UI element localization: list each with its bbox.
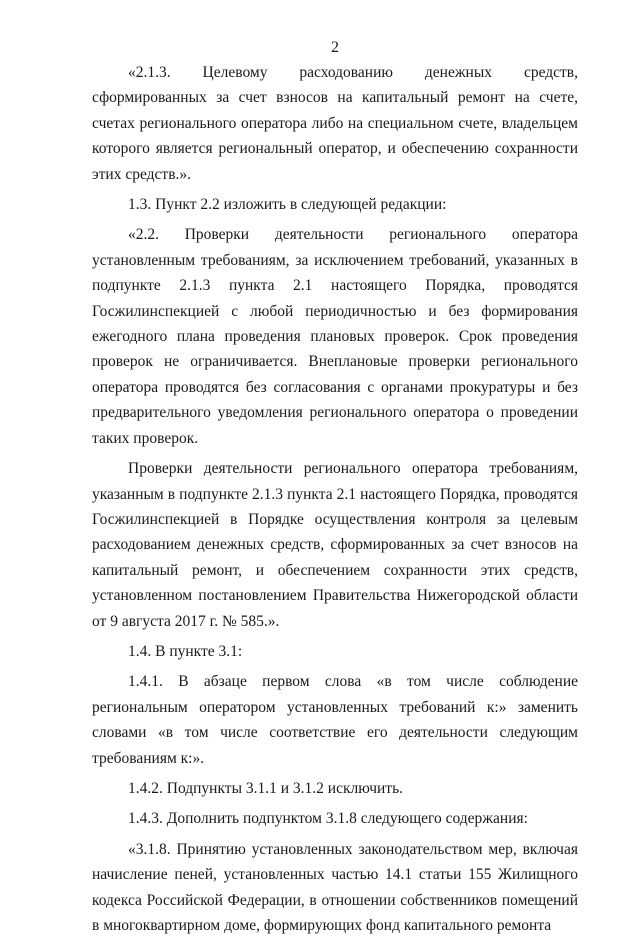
paragraph-inspections: Проверки деятельности регионального оператора требованиям, указанным в подпункте 2.1.3 пункта 2.1 настоящего Порядка, проводятся Госжилинспекцией в Порядке осуществления контроля за целевым расходованием денежных средств, сформированных за счет взносов на капитальный ремонт, и обеспечением сохранности этих средств, установленном постановлением Правительства Нижегородской области от 9 августа 2017 г. № 585.».: [92, 460, 578, 630]
paragraph-2-2: «2.2. Проверки деятельности регионального оператора установленным требованиям, за исключением требований, указанных в подпункте 2.1.3 пункта 2.1 настоящего Порядка, проводятся Госжилинспекцией с любой периодичностью и без формирования ежегодного плана проведения плановых проверок. Срок проведения проверок не ограничивается. Внеплановые проверки регионального оператора проводятся без согласования с органами прокуратуры и без предварительного уведомления регионального оператора о проведении таких проверок.: [92, 226, 578, 447]
paragraph-1-4: 1.4. В пункте 3.1:: [128, 642, 243, 660]
paragraph-1-4-3: 1.4.3. Дополнить подпунктом 3.1.8 следующего содержания:: [128, 810, 528, 828]
paragraph-1-4-2: 1.4.2. Подпункты 3.1.1 и 3.1.2 исключить.: [128, 779, 404, 797]
page-number: 2: [331, 39, 339, 56]
paragraph-1-3: 1.3. Пункт 2.2 изложить в следующей редакции:: [128, 196, 447, 214]
document-body: [92, 60, 578, 943]
paragraph-2-1-3: «2.1.3. Целевому расходованию денежных средств, сформированных за счет взносов на капитальный ремонт на счете, счетах регионального оператора либо на специальном счете, владельцем которого является региональный оператор, и обеспечению сохранности этих средств.».: [92, 64, 578, 183]
paragraph-3-1-8: «3.1.8. Принятию установленных законодательством мер, включая начисление пеней, установленных частью 14.1 статьи 155 Жилищного кодекса Российской Федерации, в отношении собственников помещений в многоквартирном доме, формирующих фонд капитального ремонта: [92, 840, 578, 934]
paragraph-1-4-1: 1.4.1. В абзаце первом слова «в том числе соблюдение региональным оператором установленных требований к:» заменить словами «в том числе соответствие его деятельности следующим требованиям к:».: [92, 673, 578, 767]
